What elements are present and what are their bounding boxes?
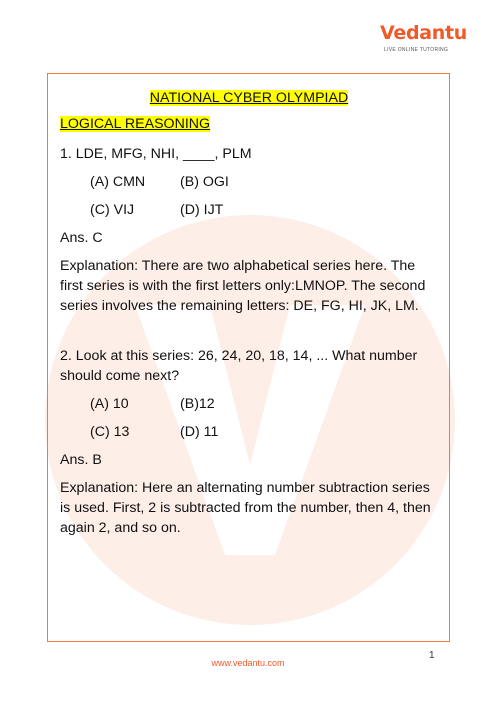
- document-body: [60, 88, 438, 546]
- option-c: (C) 13: [90, 424, 130, 440]
- option-b: (B) OGI: [180, 174, 229, 190]
- option-d: (D) 11: [180, 424, 219, 440]
- page-number: 1: [429, 650, 435, 661]
- question-1: 1. LDE, MFG, NHI, ____, PLM: [60, 146, 252, 162]
- question-2: 2. Look at this series: 26, 24, 20, 18, 14, ... What number should come next?: [60, 348, 418, 384]
- explanation-1: Explanation: There are two alphabetical series here. The first series is with the first letters only:LMNOP. The second series involves the remaining letters: DE, FG, HI, JK, LM.: [60, 258, 426, 314]
- option-d: (D) IJT: [180, 202, 224, 218]
- option-b: (B)12: [180, 396, 215, 412]
- option-c: (C) VIJ: [90, 202, 135, 218]
- option-a: (A) 10: [90, 396, 129, 412]
- logo-wordmark: Vedantu: [380, 22, 468, 44]
- document-title: NATIONAL CYBER OLYMPIAD: [149, 90, 349, 106]
- options-row-1a: [90, 172, 438, 192]
- option-a: (A) CMN: [90, 174, 146, 190]
- answer-2: Ans. B: [60, 452, 102, 468]
- logo-tagline: LIVE ONLINE TUTORING: [384, 47, 449, 53]
- options-row-1b: [90, 200, 438, 220]
- explanation-2: Explanation: Here an alternating number subtraction series is used. First, 2 is subtracted from the number, then 4, then again 2, and so on.: [60, 480, 431, 536]
- options-row-2b: [90, 422, 438, 442]
- options-row-2a: [90, 394, 438, 414]
- footer-url[interactable]: www.vedantu.com: [211, 658, 285, 668]
- section-heading: LOGICAL REASONING: [60, 116, 211, 132]
- vedantu-logo: [380, 22, 468, 58]
- answer-1: Ans. C: [60, 230, 103, 246]
